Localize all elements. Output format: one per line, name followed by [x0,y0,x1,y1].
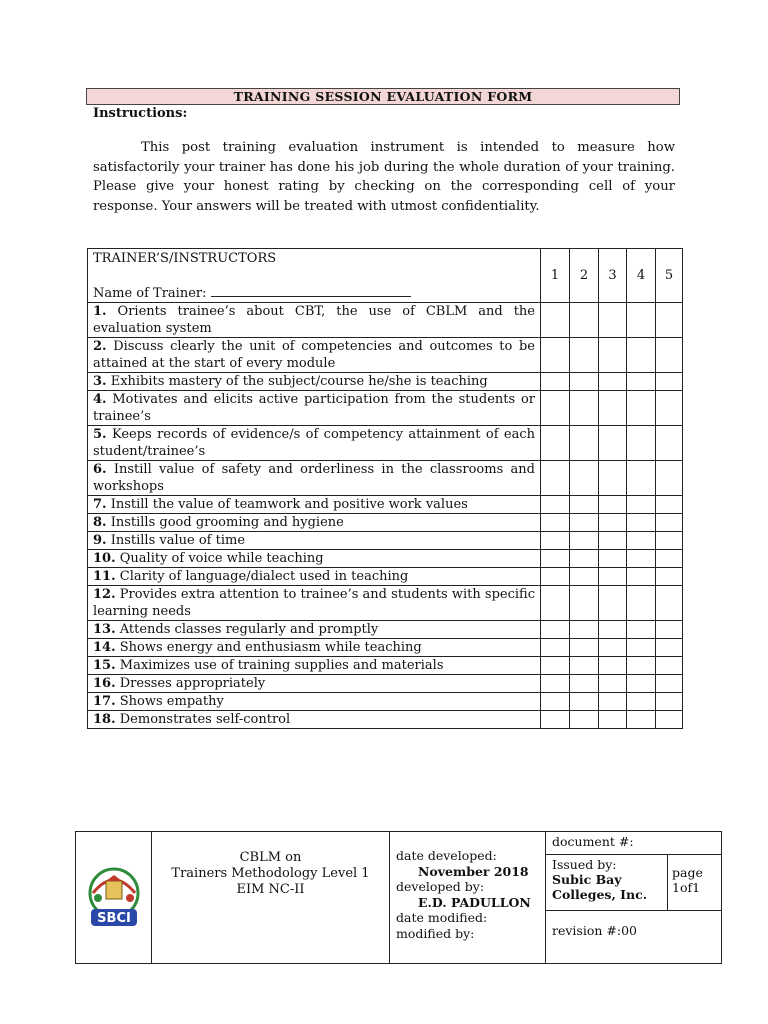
page-label: page [672,865,703,880]
criterion-number: 5. [93,427,107,442]
rating-cell-1[interactable] [541,496,570,514]
criterion-text-cell [88,338,541,373]
rating-cell-3[interactable] [599,461,627,496]
criterion-text: Shows empathy [115,694,224,709]
rating-cell-4[interactable] [627,532,656,550]
rating-cell-4[interactable] [627,621,656,639]
rating-cell-1[interactable] [541,621,570,639]
rating-cell-3[interactable] [599,675,627,693]
rating-cell-4[interactable] [627,639,656,657]
trainer-header-label: TRAINER’S/INSTRUCTORS [93,251,277,266]
rating-header-5: 5 [656,249,683,303]
criterion-row [88,373,683,391]
criterion-row [88,675,683,693]
rating-cell-1[interactable] [541,586,570,621]
rating-cell-3[interactable] [599,338,627,373]
rating-cell-1[interactable] [541,639,570,657]
rating-cell-4[interactable] [627,586,656,621]
criterion-number: 6. [93,462,107,477]
criterion-text: Instills good grooming and hygiene [106,515,344,530]
criterion-text: Keeps records of evidence/s of competency attainment of each student/trainee’s [93,427,535,459]
rating-header-4: 4 [627,249,656,303]
rating-cell-4[interactable] [627,514,656,532]
rating-cell-5[interactable] [656,693,683,711]
rating-cell-5[interactable] [656,303,683,338]
criterion-text-cell [88,657,541,675]
rating-cell-4[interactable] [627,711,656,729]
rating-cell-1[interactable] [541,532,570,550]
criterion-text: Instill the value of teamwork and positive work values [106,497,468,512]
rating-cell-5[interactable] [656,586,683,621]
logo-cell [76,832,152,964]
criterion-text-cell [88,373,541,391]
criterion-number: 4. [93,392,107,407]
criterion-text-cell [88,639,541,657]
document-number-cell [546,832,722,855]
rating-cell-3[interactable] [599,693,627,711]
criterion-text-cell [88,675,541,693]
criterion-text-cell [88,426,541,461]
date-developed-value: November 2018 [418,863,529,879]
criterion-row [88,550,683,568]
rating-cell-3[interactable] [599,657,627,675]
criterion-row [88,639,683,657]
rating-header-1: 1 [541,249,570,303]
rating-cell-5[interactable] [656,426,683,461]
rating-cell-2[interactable] [570,621,599,639]
rating-cell-3[interactable] [599,550,627,568]
criterion-text-cell [88,461,541,496]
criterion-row [88,568,683,586]
rating-cell-4[interactable] [627,338,656,373]
issued-by-cell [546,855,668,911]
rating-cell-2[interactable] [570,461,599,496]
criterion-number: 14. [93,640,116,655]
developed-by-value: E.D. PADULLON [418,894,531,910]
trainer-name-label: Name of Trainer: [93,286,207,301]
table-header-row [88,249,683,303]
criterion-number: 11. [93,569,116,584]
criterion-number: 15. [93,658,116,673]
criterion-number: 2. [93,339,107,354]
criterion-row [88,391,683,426]
rating-cell-1[interactable] [541,338,570,373]
criterion-number: 7. [93,497,107,512]
rating-cell-2[interactable] [570,391,599,426]
criterion-text: Provides extra attention to trainee’s and students with specific learning needs [93,587,535,619]
modified-by-label: modified by: [396,925,475,941]
trainer-name-field[interactable] [211,284,411,297]
rating-cell-2[interactable] [570,639,599,657]
criterion-text: Maximizes use of training supplies and materials [115,658,444,673]
rating-cell-4[interactable] [627,496,656,514]
form-title: TRAINING SESSION EVALUATION FORM [86,88,680,105]
cblm-cell [152,832,390,964]
rating-cell-5[interactable] [656,532,683,550]
development-cell [390,832,546,964]
criterion-text: Discuss clearly the unit of competencies and outcomes to be attained at the start of every module [93,339,535,371]
rating-cell-2[interactable] [570,303,599,338]
rating-cell-4[interactable] [627,568,656,586]
revision-label: revision #:00 [552,923,637,938]
rating-cell-4[interactable] [627,693,656,711]
rating-cell-5[interactable] [656,338,683,373]
criterion-row [88,711,683,729]
rating-cell-1[interactable] [541,461,570,496]
rating-cell-5[interactable] [656,461,683,496]
rating-cell-4[interactable] [627,391,656,426]
criterion-row [88,461,683,496]
revision-cell [546,911,722,964]
rating-cell-4[interactable] [627,373,656,391]
criterion-row [88,303,683,338]
rating-cell-5[interactable] [656,496,683,514]
rating-cell-1[interactable] [541,693,570,711]
criterion-number: 3. [93,374,107,389]
criterion-text: Shows energy and enthusiasm while teaching [115,640,422,655]
rating-cell-2[interactable] [570,693,599,711]
trainer-header-cell [88,249,541,303]
criterion-row [88,426,683,461]
rating-cell-4[interactable] [627,426,656,461]
rating-cell-3[interactable] [599,621,627,639]
criterion-text-cell [88,693,541,711]
logo-lettering: SBCI [96,910,131,926]
criterion-row [88,514,683,532]
criterion-row [88,496,683,514]
rating-cell-2[interactable] [570,657,599,675]
rating-cell-1[interactable] [541,426,570,461]
rating-cell-1[interactable] [541,675,570,693]
criterion-text: Dresses appropriately [115,676,266,691]
rating-cell-2[interactable] [570,711,599,729]
rating-cell-3[interactable] [599,639,627,657]
rating-cell-2[interactable] [570,338,599,373]
rating-cell-5[interactable] [656,550,683,568]
rating-cell-1[interactable] [541,303,570,338]
evaluation-table [87,248,683,729]
criterion-text: Exhibits mastery of the subject/course he/she is teaching [106,374,488,389]
rating-cell-3[interactable] [599,568,627,586]
rating-cell-1[interactable] [541,373,570,391]
criterion-number: 18. [93,712,116,727]
criterion-text-cell [88,550,541,568]
rating-cell-1[interactable] [541,514,570,532]
rating-cell-5[interactable] [656,657,683,675]
criterion-row [88,621,683,639]
criterion-text: Motivates and elicits active participation from the students or trainee’s [93,392,535,424]
rating-cell-3[interactable] [599,496,627,514]
criterion-text: Clarity of language/dialect used in teaching [115,569,409,584]
criterion-text: Orients trainee’s about CBT, the use of CBLM and the evaluation system [93,304,535,336]
page-cell [668,855,722,911]
rating-cell-3[interactable] [599,532,627,550]
rating-header-3: 3 [599,249,627,303]
cblm-line-1: CBLM on [239,850,302,865]
rating-cell-5[interactable] [656,568,683,586]
issued-by-line-1: Subic Bay [552,872,622,887]
criterion-number: 17. [93,694,116,709]
date-modified-label: date modified: [396,910,488,925]
criterion-text-cell [88,496,541,514]
criterion-number: 16. [93,676,116,691]
rating-cell-2[interactable] [570,586,599,621]
rating-cell-5[interactable] [656,711,683,729]
rating-cell-3[interactable] [599,303,627,338]
rating-cell-2[interactable] [570,426,599,461]
rating-cell-5[interactable] [656,514,683,532]
criterion-text: Attends classes regularly and promptly [115,622,379,637]
rating-cell-4[interactable] [627,550,656,568]
criterion-row [88,532,683,550]
developed-by-label: developed by: [396,879,485,894]
criterion-text: Quality of voice while teaching [115,551,324,566]
rating-cell-1[interactable] [541,550,570,568]
criterion-text: Instill value of safety and orderliness in the classrooms and workshops [93,462,535,494]
criterion-text-cell [88,568,541,586]
rating-header-2: 2 [570,249,599,303]
criterion-row [88,586,683,621]
rating-cell-1[interactable] [541,657,570,675]
criterion-row [88,657,683,675]
criterion-text-cell [88,391,541,426]
rating-cell-3[interactable] [599,586,627,621]
rating-cell-2[interactable] [570,496,599,514]
criterion-text-cell [88,586,541,621]
criterion-number: 1. [93,304,107,319]
rating-cell-3[interactable] [599,373,627,391]
cblm-line-3: EIM NC-II [236,882,305,897]
criterion-text-cell [88,303,541,338]
rating-cell-1[interactable] [541,391,570,426]
rating-cell-4[interactable] [627,461,656,496]
date-developed-label: date developed: [396,848,497,863]
criterion-text-cell [88,621,541,639]
document-number-label: document #: [552,834,634,849]
cblm-line-2: Trainers Methodology Level 1 [171,866,370,881]
issued-by-label: Issued by: [552,857,617,872]
sbci-logo [83,865,145,931]
rating-cell-4[interactable] [627,675,656,693]
criterion-number: 8. [93,515,107,530]
criterion-number: 13. [93,622,116,637]
rating-cell-3[interactable] [599,426,627,461]
rating-cell-1[interactable] [541,711,570,729]
criterion-text: Demonstrates self-control [115,712,291,727]
rating-cell-5[interactable] [656,639,683,657]
rating-cell-3[interactable] [599,514,627,532]
criterion-row [88,693,683,711]
rating-cell-2[interactable] [570,373,599,391]
rating-cell-5[interactable] [656,373,683,391]
rating-cell-1[interactable] [541,568,570,586]
criterion-text-cell [88,532,541,550]
criterion-number: 9. [93,533,107,548]
rating-cell-4[interactable] [627,303,656,338]
rating-cell-2[interactable] [570,514,599,532]
page-value: 1of1 [672,880,701,895]
issued-by-line-2: Colleges, Inc. [552,887,648,902]
rating-cell-2[interactable] [570,675,599,693]
criterion-number: 12. [93,587,116,602]
criterion-text: Instills value of time [106,533,246,548]
rating-cell-2[interactable] [570,568,599,586]
criterion-text-cell [88,711,541,729]
criterion-number: 10. [93,551,116,566]
rating-cell-4[interactable] [627,657,656,675]
document-footer [75,831,722,964]
instructions-label: Instructions: [93,106,188,121]
criterion-text-cell [88,514,541,532]
rating-cell-3[interactable] [599,391,627,426]
rating-cell-3[interactable] [599,711,627,729]
rating-cell-5[interactable] [656,675,683,693]
instructions-text: This post training evaluation instrument is intended to measure how satisfactorily your trainer has done his job during the whole duration of your training. Please give your honest rating by checking on the corresponding cell of your response. Your answers will be treated with utmost confidentiality. [93,140,675,214]
rating-cell-5[interactable] [656,621,683,639]
rating-cell-2[interactable] [570,532,599,550]
criterion-row [88,338,683,373]
rating-cell-5[interactable] [656,391,683,426]
rating-cell-2[interactable] [570,550,599,568]
